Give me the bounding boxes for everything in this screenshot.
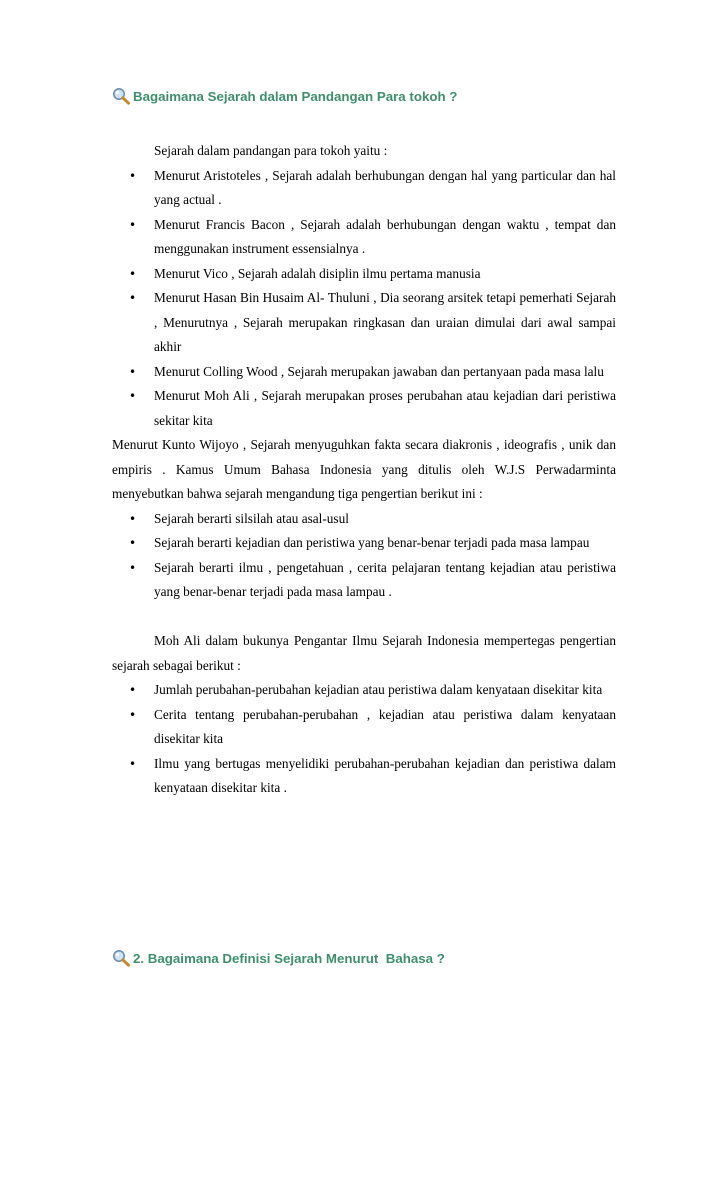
list-item: • Menurut Vico , Sejarah adalah disiplin ilmu pertama manusia: [112, 262, 616, 287]
section-heading-1: [112, 87, 457, 105]
list-item: • Cerita tentang perubahan-perubahan , kejadian atau peristiwa dalam kenyataan disekitar kita: [112, 703, 616, 752]
blank-line: [112, 605, 616, 630]
moh-ali-list: [112, 678, 616, 801]
list-item: • Jumlah perubahan-perubahan kejadian atau peristiwa dalam kenyataan disekitar kita: [112, 678, 616, 703]
list-item: • Sejarah berarti silsilah atau asal-usul: [112, 507, 616, 532]
list-item: • Menurut Moh Ali , Sejarah merupakan proses perubahan atau kejadian dari peristiwa sekitar kita: [112, 384, 616, 433]
tokoh-list: [112, 164, 616, 434]
list-item: • Ilmu yang bertugas menyelidiki perubahan-perubahan kejadian dan peristiwa dalam kenyataan disekitar kita .: [112, 752, 616, 801]
intro-paragraph: Sejarah dalam pandangan para tokoh yaitu :: [154, 143, 388, 158]
section-heading-2: [112, 949, 445, 967]
moh-ali-paragraph: Moh Ali dalam bukunya Pengantar Ilmu Sejarah Indonesia mempertegas pengertian sejarah sebagai berikut :: [112, 633, 616, 673]
document-body: [112, 139, 616, 801]
pengertian-list: [112, 507, 616, 605]
section-heading-1-text: Bagaimana Sejarah dalam Pandangan Para tokoh ?: [133, 88, 458, 104]
list-item: • Menurut Colling Wood , Sejarah merupakan jawaban dan pertanyaan pada masa lalu: [112, 360, 616, 385]
list-item: • Menurut Francis Bacon , Sejarah adalah berhubungan dengan waktu , tempat dan menggunakan instrument essensialnya .: [112, 213, 616, 262]
section-heading-2-text: 2. Bagaimana Definisi Sejarah Menurut Bahasa ?: [133, 950, 445, 966]
magnifier-icon: [112, 87, 131, 105]
list-item: • Sejarah berarti ilmu , pengetahuan , cerita pelajaran tentang kejadian atau peristiwa yang benar-benar terjadi pada masa lampau .: [112, 556, 616, 605]
magnifier-icon: [112, 949, 131, 967]
kunto-paragraph: Menurut Kunto Wijoyo , Sejarah menyuguhkan fakta secara diakronis , ideografis , unik dan empiris . Kamus Umum Bahasa Indonesia yang ditulis oleh W.J.S Perwadarminta menyebutkan bahwa sejarah mengandung tiga pengertian berikut ini :: [112, 437, 616, 501]
list-item: • Menurut Aristoteles , Sejarah adalah berhubungan dengan hal yang particular dan hal yang actual .: [112, 164, 616, 213]
list-item: • Menurut Hasan Bin Husaim Al- Thuluni , Dia seorang arsitek tetapi pemerhati Sejarah , Menurutnya , Sejarah merupakan ringkasan dan uraian dimulai dari awal sampai akhir: [112, 286, 616, 360]
list-item: • Sejarah berarti kejadian dan peristiwa yang benar-benar terjadi pada masa lampau: [112, 531, 616, 556]
